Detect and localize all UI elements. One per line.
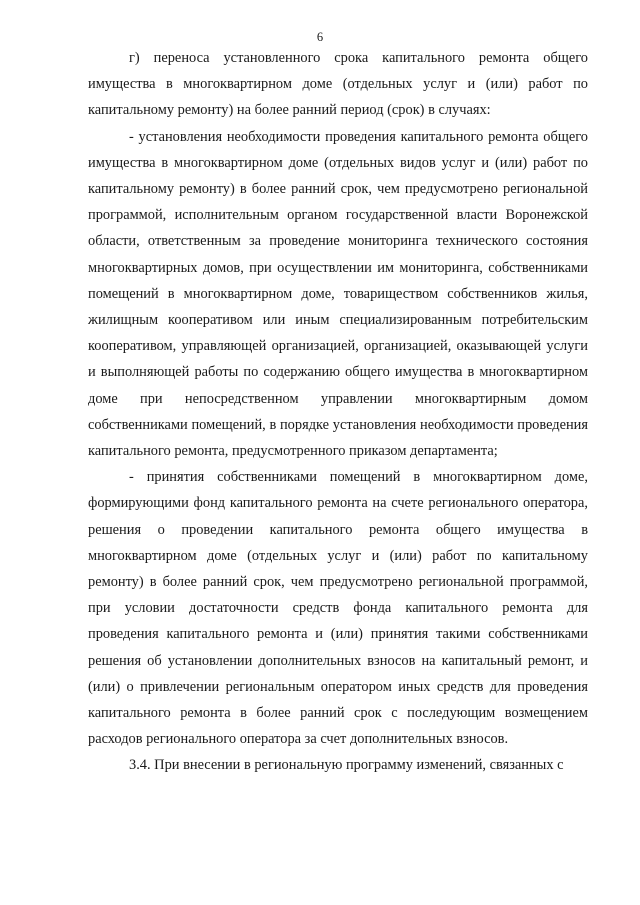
page-number: 6 [316,30,324,44]
paragraph-section-3-4: 3.4. При внесении в региональную программу изменений, связанных с [129,757,564,774]
paragraph-bullet-owners-decision: - принятия собственниками помещений в многоквартирном доме, формирующими фонд капитального ремонта на счете регионального оператора, решения о проведении капитального ремонта общего имущества в многоквартирном доме (отдельных услуг и (или) работ по капитальному ремонту) в более ранний срок, чем предусмотрено региональной программой, при условии достаточности средств фонда капитального ремонта для проведения капитального ремонта и (или) принятия такими собственниками решения об установлении дополнительных взносов на капитальный ремонт, и (или) о привлечении региональным оператором иных средств для проведения капитального ремонта в более ранний срок с последующим возмещением расходов регионального оператора за счет дополнительных взносов. [88,469,588,748]
paragraph-bullet-monitoring: - установления необходимости проведения капитального ремонта общего имущества в многоквартирном доме (отдельных видов услуг и (или) работ по капитальному ремонту) в более ранний срок, чем предусмотрено региональной программой, исполнительным органом государственной власти Воронежской области, ответственным за проведение мониторинга технического состояния многоквартирных домов, при осуществлении им мониторинга, собственниками помещений в многоквартирном доме, товариществом собственников жилья, жилищным кооперативом или иным специализированным потребительским кооперативом, управляющей организацией, организацией, оказывающей услуги и выполняющей работы по содержанию общего имущества в многоквартирном доме при непосредственном управлении многоквартирным домом собственниками помещений, в порядке установления необходимости проведения капитального ремонта, предусмотренного приказом департамента; [88,128,588,460]
document-body [88,45,588,779]
paragraph-item-g: г) переноса установленного срока капитального ремонта общего имущества в многоквартирном доме (отдельных услуг и (или) работ по капитальному ремонту) на более ранний период (срок) в случаях: [88,50,588,119]
